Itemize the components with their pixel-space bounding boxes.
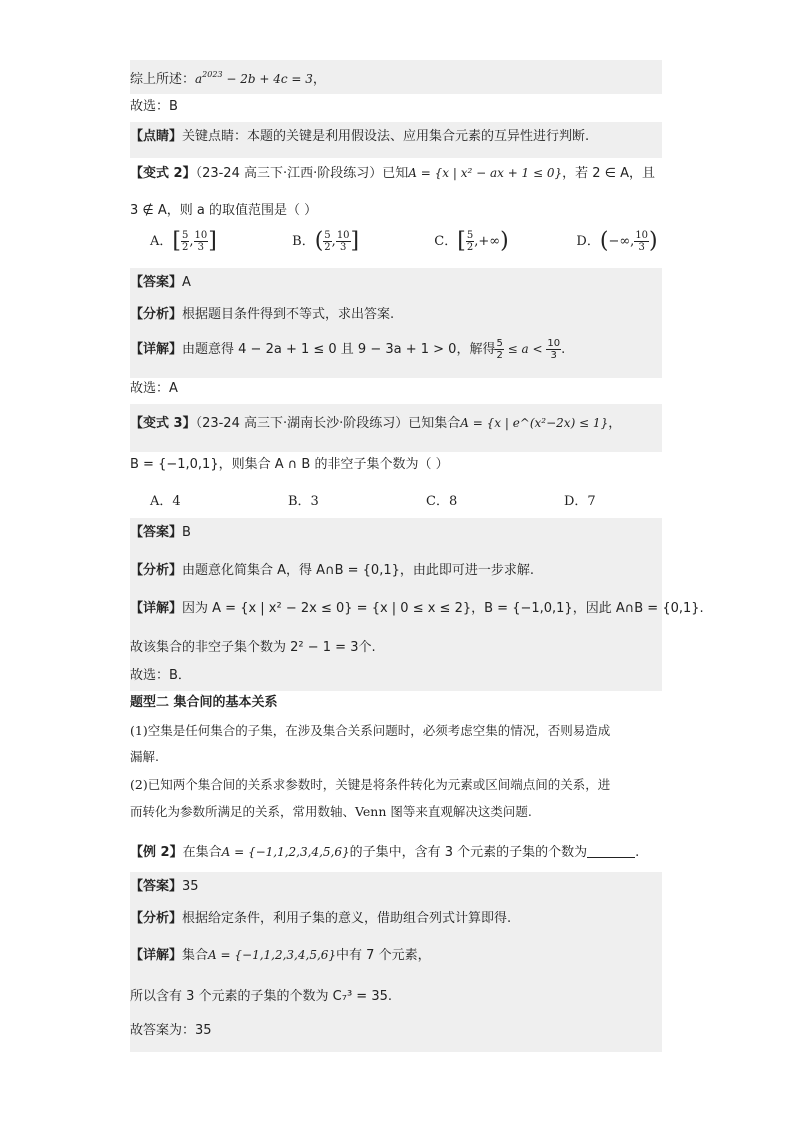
variant3-question: 【变式 3】（23-24 高三下·湖南长沙·阶段练习）已知集合A = {x | e^(x²−2x) ≤ 1}， [130,404,662,452]
tag-analysis: 【分析】 [130,911,183,926]
key-point-text: 关键点睛：本题的关键是利用假设法、应用集合元素的互异性进行判断. [182,129,590,144]
detail-line-3: 【详解】因为 A = {x | x² − 2x ≤ 0} = {x | 0 ≤ x ≤ 2}，B = {−1,0,1}，因此 A∩B = {0,1}. [130,590,662,640]
tag-analysis: 【分析】 [130,563,183,578]
option-a: A．4 [150,494,181,509]
summary-line: 综上所述：$a^{2023} - 2b + 4c = 3$， [130,60,662,94]
option-d: D．7 [564,494,596,509]
combination-line: 所以含有 3 个元素的子集的个数为 C₇³ = 35. [130,980,662,1022]
detail-line-ex2: 【详解】集合A = {−1,1,2,3,4,5,6}中有 7 个元素， [130,936,662,986]
option-d: D．(−∞, $\frac{10}{3}$ ) [576,228,658,254]
section-heading: 题型二 集合间的基本关系 [130,695,278,710]
tag-detail: 【详解】 [130,342,183,357]
option-a: A．[ $\frac{5}{2}$ , $\frac{10}{3}$ ] [150,228,217,254]
tag-answer: 【答案】 [130,275,183,290]
tag-analysis: 【分析】 [130,307,183,322]
tag-answer: 【答案】 [130,525,183,540]
set-A-list: A = {−1,1,2,3,4,5,6} [221,845,350,859]
analysis-line: 【分析】根据题目条件得到不等式，求出答案. [130,300,662,336]
set-A-formula: A = {x | x² − ax + 1 ≤ 0} [408,166,563,180]
detail-line: 【详解】由题意得 4 − 2a + 1 ≤ 0 且 9 − 3a + 1 > 0，解得 $\frac{5}{2}$ ≤ a < $\frac{10}{3}$ . [130,332,662,378]
answer-line: 【答案】A [130,268,662,304]
variant3-options [150,493,682,511]
tag-example2: 【例 2】 [130,845,183,860]
answer-blank [587,845,635,858]
subset-count-line: 故该集合的非空子集个数为 2² − 1 = 3个. [130,633,662,669]
variant2-question-cont: 3 ∉ A，则 a 的取值范围是（ ） [130,203,318,218]
paragraph-2b: 而转化为参数所满足的关系，常用数轴、Venn 图等来直观解决这类问题. [130,804,532,819]
answer-line-3: 【答案】B [130,518,662,554]
choice-a-line: 故选：A [130,381,178,396]
tag-variant3: 【变式 3】 [130,416,196,431]
example2-question: 【例 2】在集合A = {−1,1,2,3,4,5,6}的子集中，含有 3 个元素的子集的个数为 . [130,845,640,860]
answer-line-ex2: 【答案】35 [130,872,662,908]
key-point-line [130,122,662,158]
analysis-line-3: 【分析】由题意化简集合 A，得 A∩B = {0,1}，由此即可进一步求解. [130,552,662,596]
paragraph-2a: (2)已知两个集合间的关系求参数时，关键是将条件转化为元素或区间端点间的关系，进 [130,777,611,792]
tag-detail: 【详解】 [130,601,183,616]
summary-formula: $a^{2023} - 2b + 4c = 3$ [195,70,313,86]
choice-b-line: 故选：B [130,99,178,114]
option-c: C．[ $\frac{5}{2}$ ,+∞) [434,228,509,254]
final-answer-line: 故答案为：35 [130,1016,662,1052]
paragraph-1b: 漏解. [130,749,159,764]
set-A-exp-formula: A = {x | e^(x²−2x) ≤ 1} [460,416,609,430]
summary-text: 综上所述： [130,72,196,87]
tag-detail: 【详解】 [130,948,183,963]
variant2-options [150,230,682,266]
option-b: B．( $\frac{5}{2}$ , $\frac{10}{3}$ ] [292,228,360,254]
option-b: B．3 [288,494,319,509]
paragraph-1a: (1)空集是任何集合的子集，在涉及集合关系问题时，必须考虑空集的情况，否则易造成 [130,723,611,738]
tag-dianjing: 【点睛】 [130,129,183,144]
tag-variant2: 【变式 2】 [130,166,196,181]
variant3-question-cont: B = {−1,0,1}，则集合 A ∩ B 的非空子集个数为（ ） [130,457,449,472]
option-c: C．8 [426,494,458,509]
tag-answer: 【答案】 [130,879,183,894]
choice-b-final: 故选：B． [130,665,662,691]
analysis-line-ex2: 【分析】根据给定条件，利用子集的意义，借助组合列式计算即得. [130,904,662,940]
variant2-question: 【变式 2】（23-24 高三下·江西·阶段练习）已知A = {x | x² − ax + 1 ≤ 0}，若 2 ∈ A，且 [130,166,656,181]
